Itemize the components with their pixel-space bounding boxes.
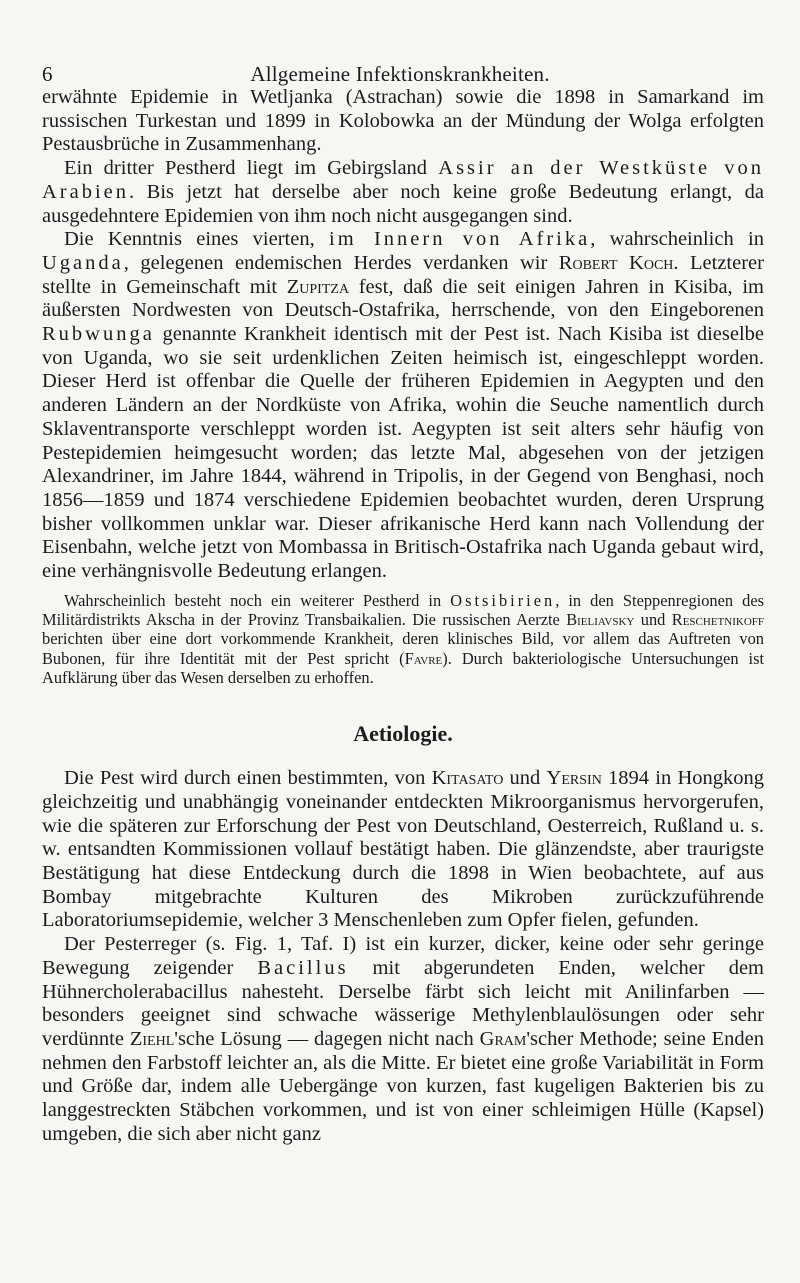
author-name: Kitasato [431, 767, 504, 790]
paragraph-text: Ein dritter Pestherd liegt im Gebirgsland [64, 157, 439, 180]
author-name: Gram [479, 1027, 527, 1050]
note-text: Wahrscheinlich besteht noch ein weiterer Pestherd in [64, 590, 451, 610]
paragraph-text: genannte Krankheit identisch mit der Pest ist. Nach Kisiba ist dieselbe von Uganda, wo sie seit urdenklichen Zeiten heimisch ist, eingeschleppt worden. Dieser Herd ist offenbar die Quelle der früheren Epidemien in Aegypten und den anderen Ländern an der Nordküste von Afrika, wohin die Seuche namentlich durch Sklaventransporte verschleppt worden ist. Aegypten ist seit alters sehr häufig von Pestepidemien heimgesucht worden; das letzte Mal, abgesehen von der jetzigen Alexandriner, im Jahre 1844, während in Tripolis, in der Gegend von Benghasi, noch 1856—1859 und 1874 verschiedene Epidemien beobachtet wurden, deren Ursprung bisher vollkommen unklar war. Dieser afrikanische Herd kann nach Vollendung der Eisenbahn, welche jetzt von Mombassa in Britisch-Ostafrika nach Uganda gebaut wird, eine verhängnisvolle Bedeutung erlangen. [42, 323, 764, 583]
paragraph-text: , wahrscheinlich in [590, 228, 764, 251]
note-text: ). Durch bakteriologische Untersuchungen ist Aufklärung über das Wesen derselben zu erhoffen. [42, 648, 765, 687]
author-name: Ziehl [129, 1027, 175, 1050]
paragraph [42, 228, 764, 584]
page-header [0, 22, 800, 86]
small-print-note [42, 591, 764, 687]
paragraph-text: . Letzterer stellte in Gemeinschaft mit [42, 251, 764, 298]
author-name: Favre [404, 648, 443, 668]
author-name: Yersin [546, 767, 602, 790]
paragraph-text: 'sche Lösung — dagegen nicht nach [174, 1027, 480, 1050]
paragraph [42, 86, 764, 157]
author-name: Bieliavsky [566, 610, 635, 630]
emphasized-text: Uganda [42, 251, 124, 274]
paragraph-text: und [503, 767, 547, 790]
running-title: Allgemeine Infektionskrankheiten. [250, 62, 550, 86]
paragraph-text: Die Pest wird durch einen bestimmten, von [64, 767, 432, 790]
page-number: 6 [42, 62, 53, 86]
author-name: Reschetnikoff [671, 610, 764, 630]
paragraph-text: 1894 in Hongkong gleichzeitig und unabhängig voneinander entdeckten Mikroorganismus hervorgerufen, wie die späteren zur Erforschung der Pest von Deutschland, Oesterreich, Rußland u. s. w. entsandten Kommissionen vollauf bestätigt haben. Die glänzendste, aber traurigste Bestätigung hat diese Entdeckung durch die 1898 in Wien beobachtete, auf aus Bombay mitgebrachte Kulturen des Mikroben zurückzuführende Laboratoriumsepidemie, welcher 3 Menschenleben zum Opfer fielen, gefunden. [42, 767, 765, 932]
paragraph [42, 767, 764, 933]
emphasized-text: Assir an der Westküste von Arabien [42, 157, 764, 203]
page-content [42, 86, 764, 1147]
note-text: und [634, 610, 672, 630]
emphasized-text: im Innern von Afrika [329, 228, 591, 251]
emphasized-text: Bacillus [257, 956, 349, 979]
author-name: Zupitza [286, 275, 350, 298]
section-heading: Aetiologie. [353, 721, 453, 747]
paragraph-text: erwähnte Epidemie in Wetljanka (Astrachan) sowie die 1898 in Samarkand im russischen Turkestan und 1899 in Kolobowka an der Mündung der Wolga erfolgten Pestausbrüche in Zusammenhang. [42, 86, 764, 156]
paragraph-text: fest, daß die seit einigen Jahren in Kisiba, im äußersten Nordwesten von Deutsch-Ostafrika, herrschende, von den Eingeborenen [42, 275, 764, 322]
paragraph-text: , gelegenen endemischen Herdes verdanken wir [123, 251, 559, 274]
note-text: berichten über eine dort vorkommende Krankheit, deren klinisches Bild, vor allem das Auftreten von Bubonen, für ihre Identität mit der Pest spricht ( [42, 629, 764, 668]
emphasized-text: Rubwunga [42, 323, 155, 346]
paragraph [42, 157, 764, 228]
paragraph-text: . Bis jetzt hat derselbe aber noch keine große Bedeutung erlangt, da ausgedehntere Epidemien von ihm noch nicht ausgegangen sind. [42, 180, 764, 227]
note-text: , in den Steppenregionen des Militärdistrikts Akscha in der Provinz Transbaikalien. Die russischen Aerzte [42, 590, 764, 630]
emphasized-text: Ostsibirien [450, 590, 556, 610]
paragraph [42, 933, 764, 1146]
paragraph-text: 'scher Methode; seine Enden nehmen den Farbstoff leichter an, als die Mitte. Er bietet eine große Variabilität in Form und Größe dar, indem alle Uebergänge von kurzen, fast kugeligen Bakterien bis zu langgestreckten Stäbchen vorkommen, und ist von einer schleimigen Hülle (Kapsel) umgeben, die sich aber nicht ganz [42, 1027, 764, 1145]
paragraph-text: mit abgerundeten Enden, welcher dem Hühnercholerabacillus nahesteht. Derselbe färbt sich leicht mit Anilinfarben — besonders geeignet sind schwache wässerige Methylenblaulösungen oder sehr verdünnte [42, 956, 764, 1050]
paragraph-text: Die Kenntnis eines vierten, [64, 228, 330, 251]
author-name: Robert Koch [558, 251, 674, 274]
paragraph-text: Der Pesterreger (s. Fig. 1, Taf. I) ist ein kurzer, dicker, keine oder sehr geringe Bewegung zeigender [42, 933, 764, 979]
